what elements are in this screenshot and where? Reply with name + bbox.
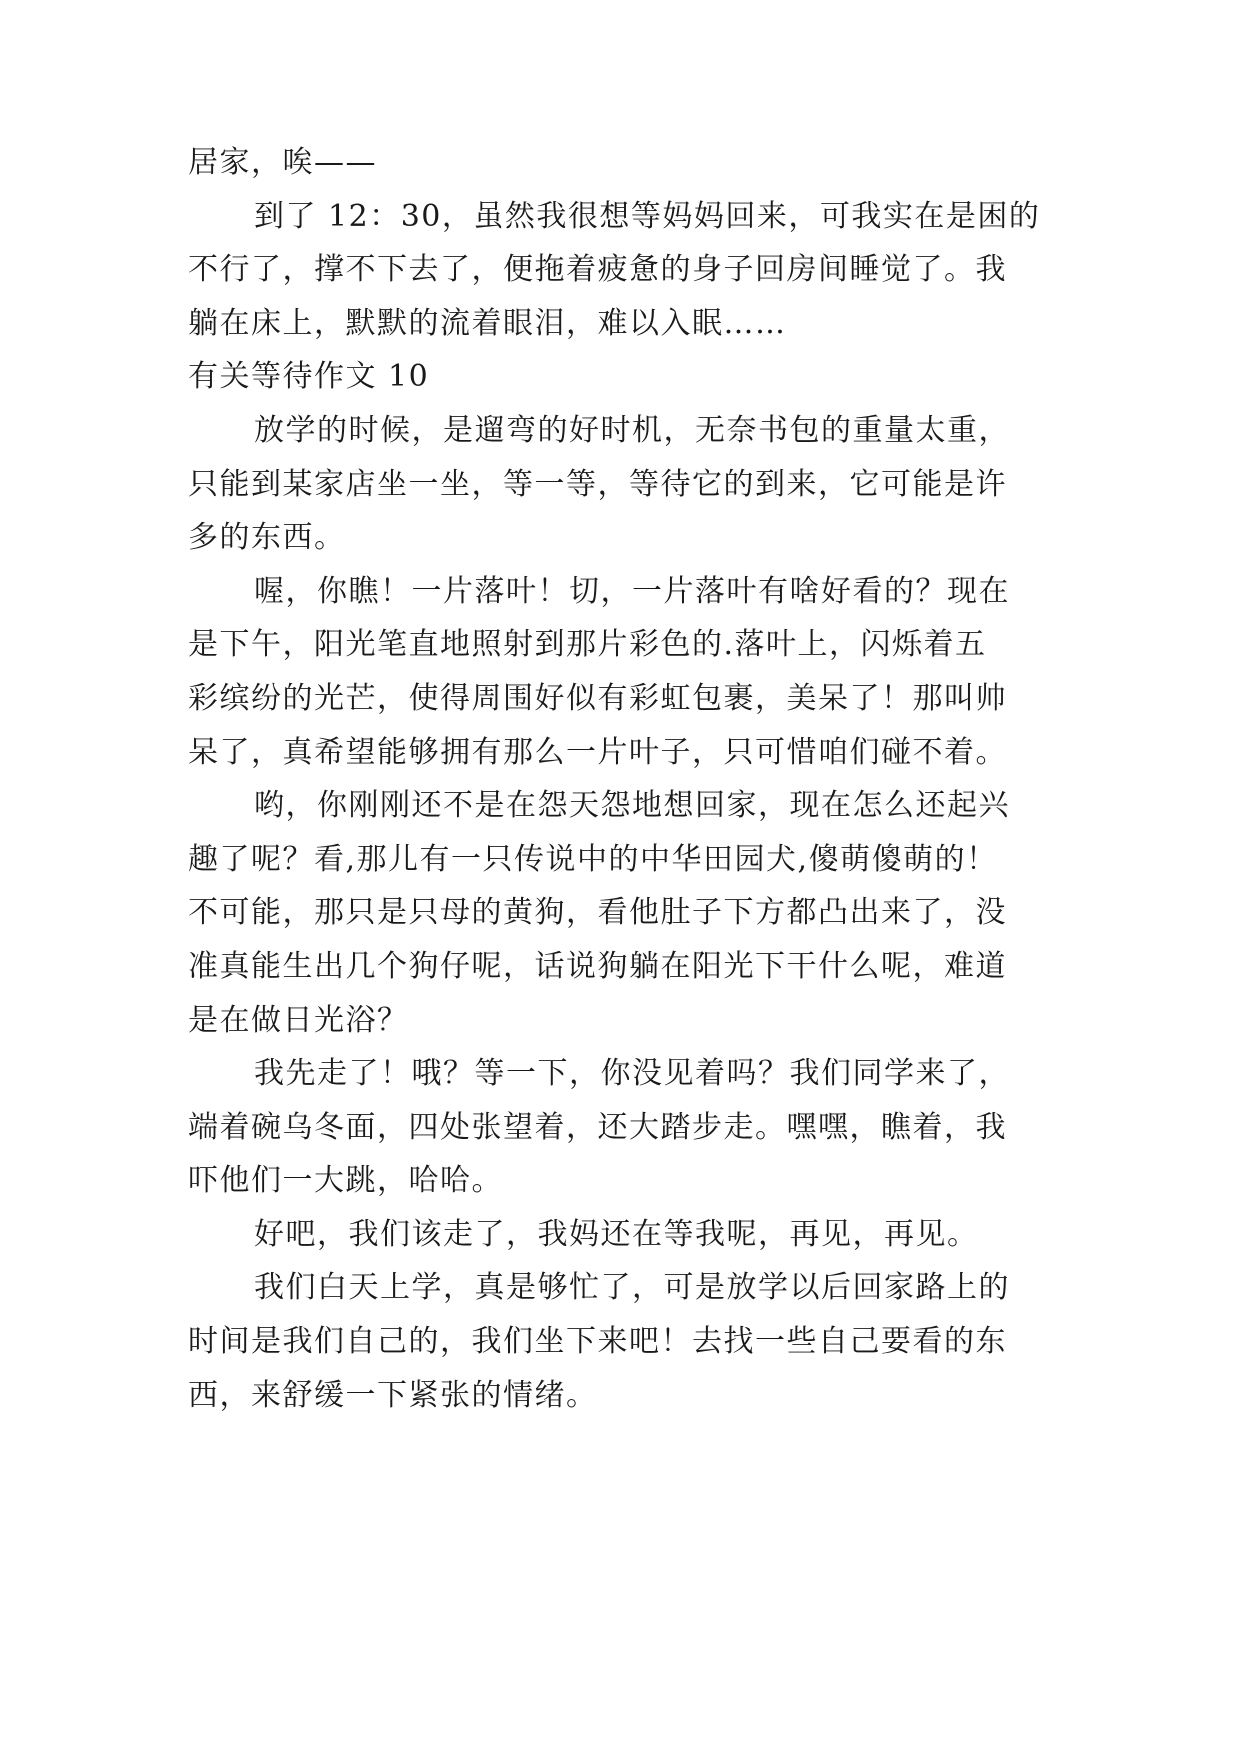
text-line: 只能到某家店坐一坐，等一等，等待它的到来，它可能是许 bbox=[188, 466, 1007, 502]
text-line: 不行了，撑不下去了，便拖着疲惫的身子回房间睡觉了。我 bbox=[188, 252, 1007, 288]
text-line: 呆了，真希望能够拥有那么一片叶子，只可惜咱们碰不着。 bbox=[188, 734, 1007, 770]
text-line: 多的东西。 bbox=[188, 520, 346, 556]
paragraph-first-line: 喔，你瞧！一片落叶！切，一片落叶有啥好看的？现在 bbox=[254, 573, 1010, 609]
essay-heading: 有关等待作文 10 bbox=[188, 359, 430, 395]
text-line: 是在做日光浴？ bbox=[188, 1002, 409, 1038]
paragraph-first-line: 好吧，我们该走了，我妈还在等我呢，再见，再见。 bbox=[254, 1216, 979, 1252]
text-line: 躺在床上，默默的流着眼泪，难以入眠…… bbox=[188, 305, 787, 341]
text-line: 趣了呢？看,那儿有一只传说中的中华田园犬,傻萌傻萌的！ bbox=[188, 841, 998, 877]
text-line: 时间是我们自己的，我们坐下来吧！去找一些自己要看的东 bbox=[188, 1324, 1007, 1360]
text-line: 是下午，阳光笔直地照射到那片彩色的.落叶上，闪烁着五 bbox=[188, 627, 987, 663]
text-line: 端着碗乌冬面，四处张望着，还大踏步走。嘿嘿，瞧着，我 bbox=[188, 1109, 1007, 1145]
text-line: 不可能，那只是只母的黄狗，看他肚子下方都凸出来了，没 bbox=[188, 895, 1007, 931]
text-line: 准真能生出几个狗仔呢，话说狗躺在阳光下干什么呢，难道 bbox=[188, 948, 1007, 984]
text-line: 吓他们一大跳，哈哈。 bbox=[188, 1163, 503, 1199]
text-line: 彩缤纷的光芒，使得周围好似有彩虹包裹，美呆了！那叫帅 bbox=[188, 680, 1007, 716]
paragraph-first-line: 放学的时候，是遛弯的好时机，无奈书包的重量太重， bbox=[254, 412, 1010, 448]
paragraph-first-line: 我们白天上学，真是够忙了，可是放学以后回家路上的 bbox=[254, 1270, 1010, 1306]
essay-text bbox=[188, 136, 1068, 1422]
paragraph-first-line: 我先走了！哦？等一下，你没见着吗？我们同学来了， bbox=[254, 1056, 1010, 1092]
paragraph-first-line: 到了 12：30，虽然我很想等妈妈回来，可我实在是困的 bbox=[254, 198, 1041, 234]
text-line: 居家，唉—— bbox=[188, 145, 377, 180]
text-line: 西，来舒缓一下紧张的情绪。 bbox=[188, 1377, 598, 1413]
paragraph-first-line: 哟，你刚刚还不是在怨天怨地想回家，现在怎么还起兴 bbox=[254, 788, 1010, 824]
